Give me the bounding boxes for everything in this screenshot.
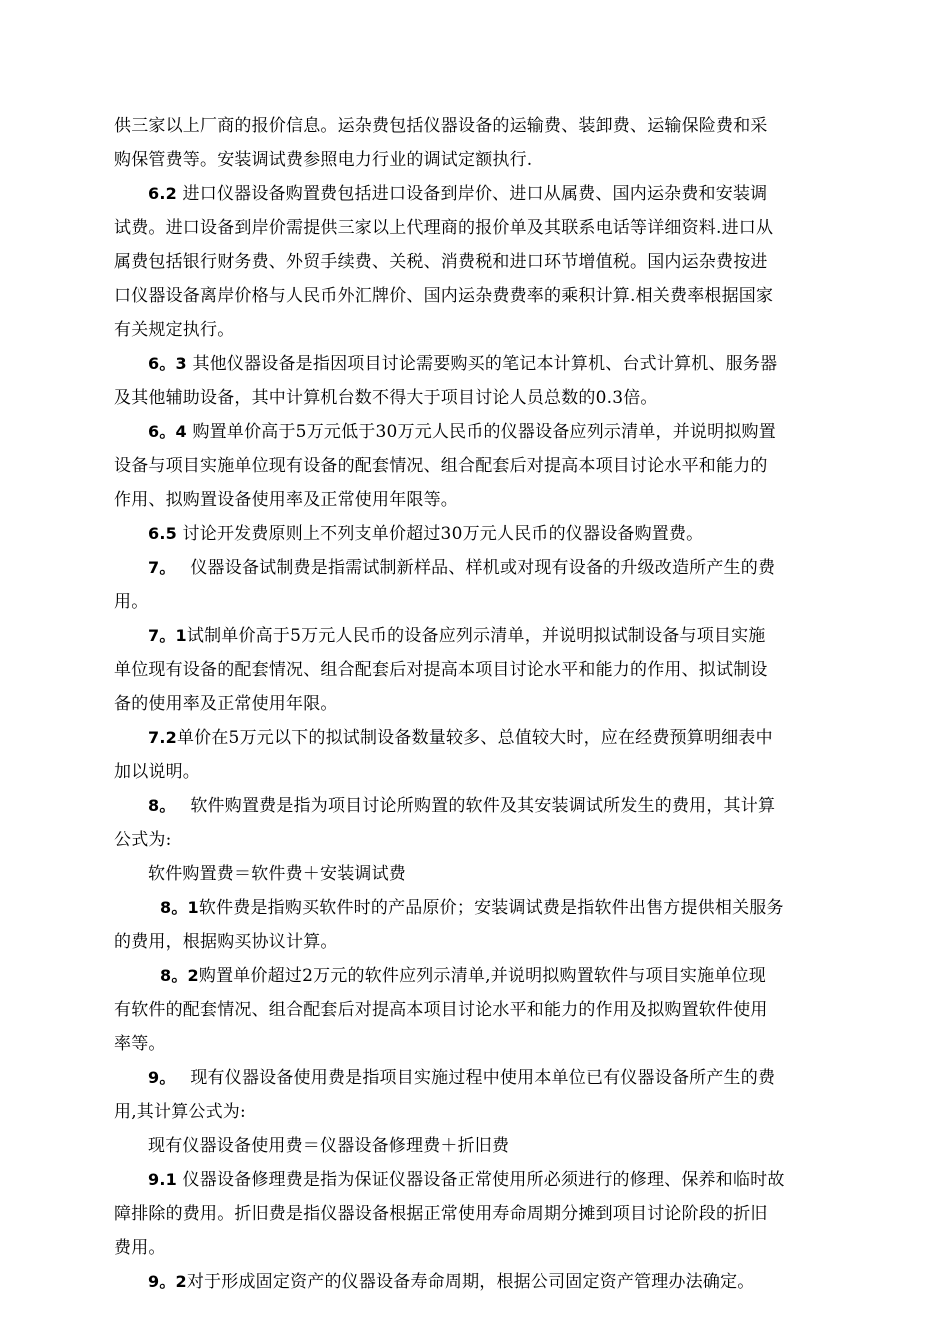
text-line: 供三家以上厂商的报价信息。运杂费包括仪器设备的运输费、装卸费、运输保险费和采 bbox=[114, 116, 768, 136]
text-line: 有软件的配套情况、组合配套后对提高本项目讨论水平和能力的作用及拟购置软件使用 bbox=[114, 1000, 768, 1020]
text-line: 8。1软件费是指购买软件时的产品原价；安装调试费是指软件出售方提供相关服务 bbox=[160, 898, 784, 918]
text-line: 加以说明。 bbox=[114, 762, 200, 782]
text-line: 7。1试制单价高于5万元人民币的设备应列示清单，并说明拟试制设备与项目实施 bbox=[148, 626, 766, 646]
text-line: 6。4 购置单价高于5万元低于30万元人民币的仪器设备应列示清单，并说明拟购置 bbox=[148, 422, 776, 442]
text-line: 9.1 仪器设备修理费是指为保证仪器设备正常使用所必须进行的修理、保养和临时故 bbox=[148, 1170, 785, 1190]
text-line: 9。2对于形成固定资产的仪器设备寿命周期，根据公司固定资产管理办法确定。 bbox=[148, 1272, 755, 1292]
text-line: 6.5 讨论开发费原则上不列支单价超过30万元人民币的仪器设备购置费。 bbox=[148, 524, 704, 544]
text-line: 口仪器设备离岸价格与人民币外汇牌价、国内运杂费费率的乘积计算.相关费率根据国家 bbox=[114, 286, 774, 306]
text-line: 9。 现有仪器设备使用费是指项目实施过程中使用本单位已有仪器设备所产生的费 bbox=[148, 1068, 776, 1088]
text-line: 障排除的费用。折旧费是指仪器设备根据正常使用寿命周期分摊到项目讨论阶段的折旧 bbox=[114, 1204, 768, 1224]
text-line: 6.2 进口仪器设备购置费包括进口设备到岸价、进口从属费、国内运杂费和安装调 bbox=[148, 184, 768, 204]
text-line: 用,其计算公式为: bbox=[114, 1102, 246, 1122]
text-line: 及其他辅助设备，其中计算机台数不得大于项目讨论人员总数的0.3倍。 bbox=[114, 388, 658, 408]
text-line: 设备与项目实施单位现有设备的配套情况、组合配套后对提高本项目讨论水平和能力的 bbox=[114, 456, 768, 476]
formula-line: 现有仪器设备使用费＝仪器设备修理费＋折旧费 bbox=[148, 1136, 510, 1156]
text-line: 7.2单价在5万元以下的拟试制设备数量较多、总值较大时，应在经费预算明细表中 bbox=[148, 728, 773, 748]
text-line: 8。 软件购置费是指为项目讨论所购置的软件及其安装调试所发生的费用，其计算 bbox=[148, 796, 776, 816]
text-line: 费用。 bbox=[114, 1238, 166, 1258]
text-line: 6。3 其他仪器设备是指因项目讨论需要购买的笔记本计算机、台式计算机、服务器 bbox=[148, 354, 778, 374]
text-line: 用。 bbox=[114, 592, 149, 612]
text-line: 作用、拟购置设备使用率及正常使用年限等。 bbox=[114, 490, 458, 510]
text-line: 7。 仪器设备试制费是指需试制新样品、样机或对现有设备的升级改造所产生的费 bbox=[148, 558, 776, 578]
text-line: 有关规定执行。 bbox=[114, 320, 235, 340]
text-line: 属费包括银行财务费、外贸手续费、关税、消费税和进口环节增值税。国内运杂费按进 bbox=[114, 252, 768, 272]
text-line: 的费用，根据购买协议计算。 bbox=[114, 932, 338, 952]
text-line: 8。2购置单价超过2万元的软件应列示清单,并说明拟购置软件与项目实施单位现 bbox=[160, 966, 766, 986]
text-line: 购保管费等。安装调试费参照电力行业的调试定额执行. bbox=[114, 150, 533, 170]
text-line: 试费。进口设备到岸价需提供三家以上代理商的报价单及其联系电话等详细资料.进口从 bbox=[114, 218, 774, 238]
text-line: 单位现有设备的配套情况、组合配套后对提高本项目讨论水平和能力的作用、拟试制设 bbox=[114, 660, 768, 680]
text-line: 备的使用率及正常使用年限。 bbox=[114, 694, 338, 714]
formula-line: 软件购置费＝软件费＋安装调试费 bbox=[148, 864, 406, 884]
text-line: 公式为: bbox=[114, 830, 172, 850]
text-line: 率等。 bbox=[114, 1034, 166, 1054]
